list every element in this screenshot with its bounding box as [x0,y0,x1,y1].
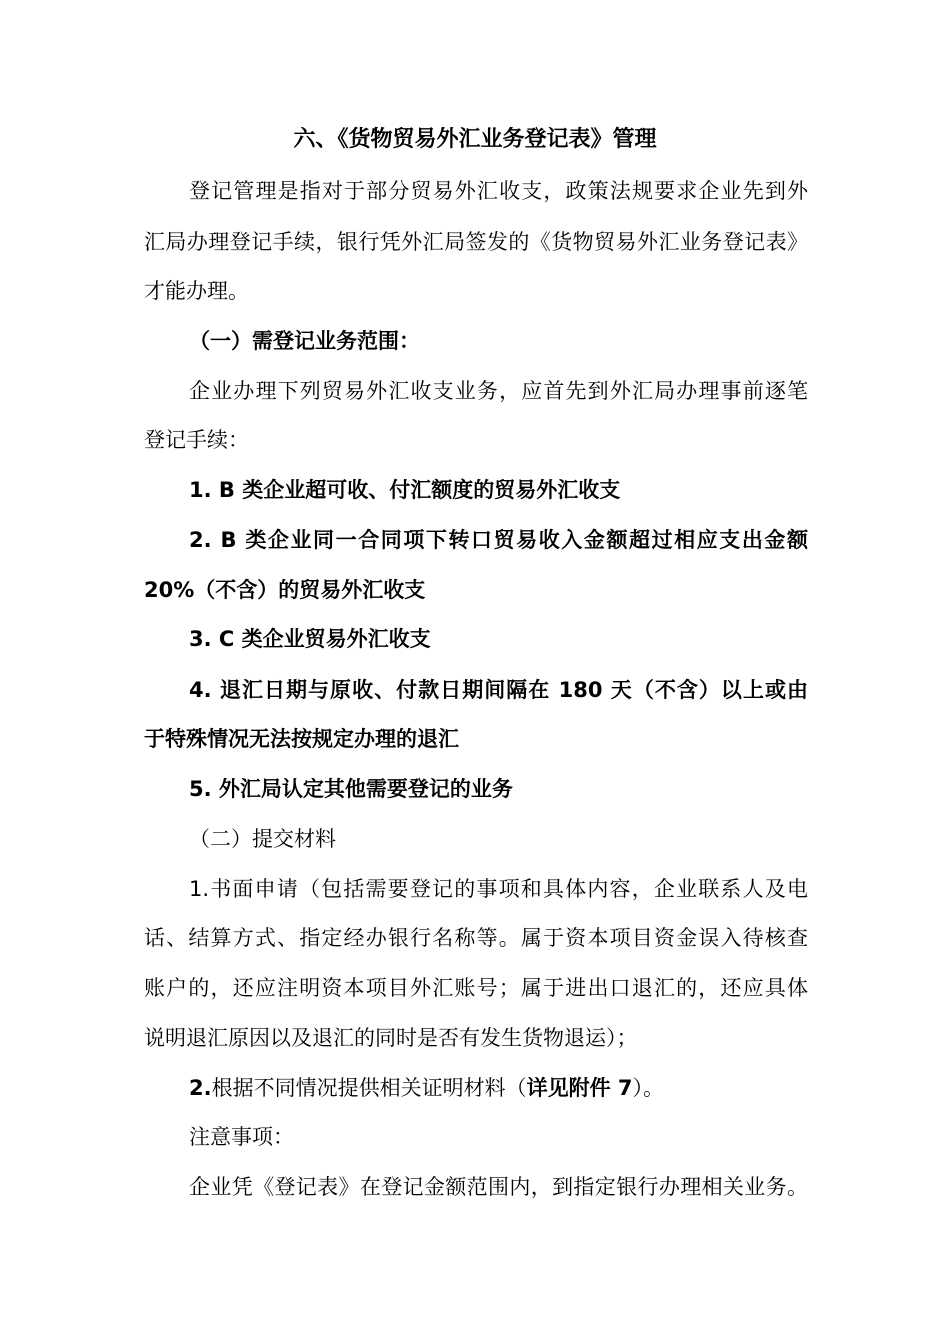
section-1-desc-line-1: 企业办理下列贸易外汇收支业务，应首先到外汇局办理事前逐笔 [189,379,808,403]
list-item-4-line-1: 4. 退汇日期与原收、付款日期间隔在 180 天（不含）以上或由 [189,678,808,702]
intro-line-2: 汇局办理登记手续，银行凭外汇局签发的《货物贸易外汇业务登记表》 [144,230,808,254]
material-2-end: ）。 [632,1076,665,1100]
intro-line-3: 才能办理。 [144,279,249,303]
list-item-5: 5. 外汇局认定其他需要登记的业务 [189,777,513,801]
material-1-line-2: 话、结算方式、指定经办银行名称等。属于资本项目资金误入待核查 [144,926,808,950]
section-2-heading: （二）提交材料 [189,827,336,851]
list-item-4-line-2: 于特殊情况无法按规定办理的退汇 [144,727,459,751]
material-1-line-1: 1.书面申请（包括需要登记的事项和具体内容，企业联系人及电 [189,877,808,901]
list-item-1: 1. B 类企业超可收、付汇额度的贸易外汇收支 [189,478,621,502]
material-1-line-4: 说明退汇原因以及退汇的同时是否有发生货物退运）； [144,1026,638,1050]
intro-line-1: 登记管理是指对于部分贸易外汇收支，政策法规要求企业先到外 [189,179,808,203]
material-2-number: 2. [189,1076,212,1100]
material-1-line-3: 账户的，还应注明资本项目外汇账号；属于进出口退汇的，还应具体 [144,976,808,1000]
notes-text: 企业凭《登记表》在登记金额范围内，到指定银行办理相关业务。 [189,1175,808,1199]
section-1-heading: （一）需登记业务范围： [189,329,420,353]
list-item-2-line-1: 2. B 类企业同一合同项下转口贸易收入金额超过相应支出金额 [189,528,808,552]
material-2-line [189,1071,808,1105]
list-item-2-line-2: 20%（不含）的贸易外汇收支 [144,578,426,602]
attachment-reference: 详见附件 7 [526,1076,633,1100]
page-title: 六、《货物贸易外汇业务登记表》管理 [293,127,657,152]
notes-heading: 注意事项： [189,1125,294,1149]
section-1-desc-line-2: 登记手续： [144,428,249,452]
material-2-text: 根据不同情况提供相关证明材料（ [211,1076,527,1100]
list-item-3: 3. C 类企业贸易外汇收支 [189,627,431,651]
